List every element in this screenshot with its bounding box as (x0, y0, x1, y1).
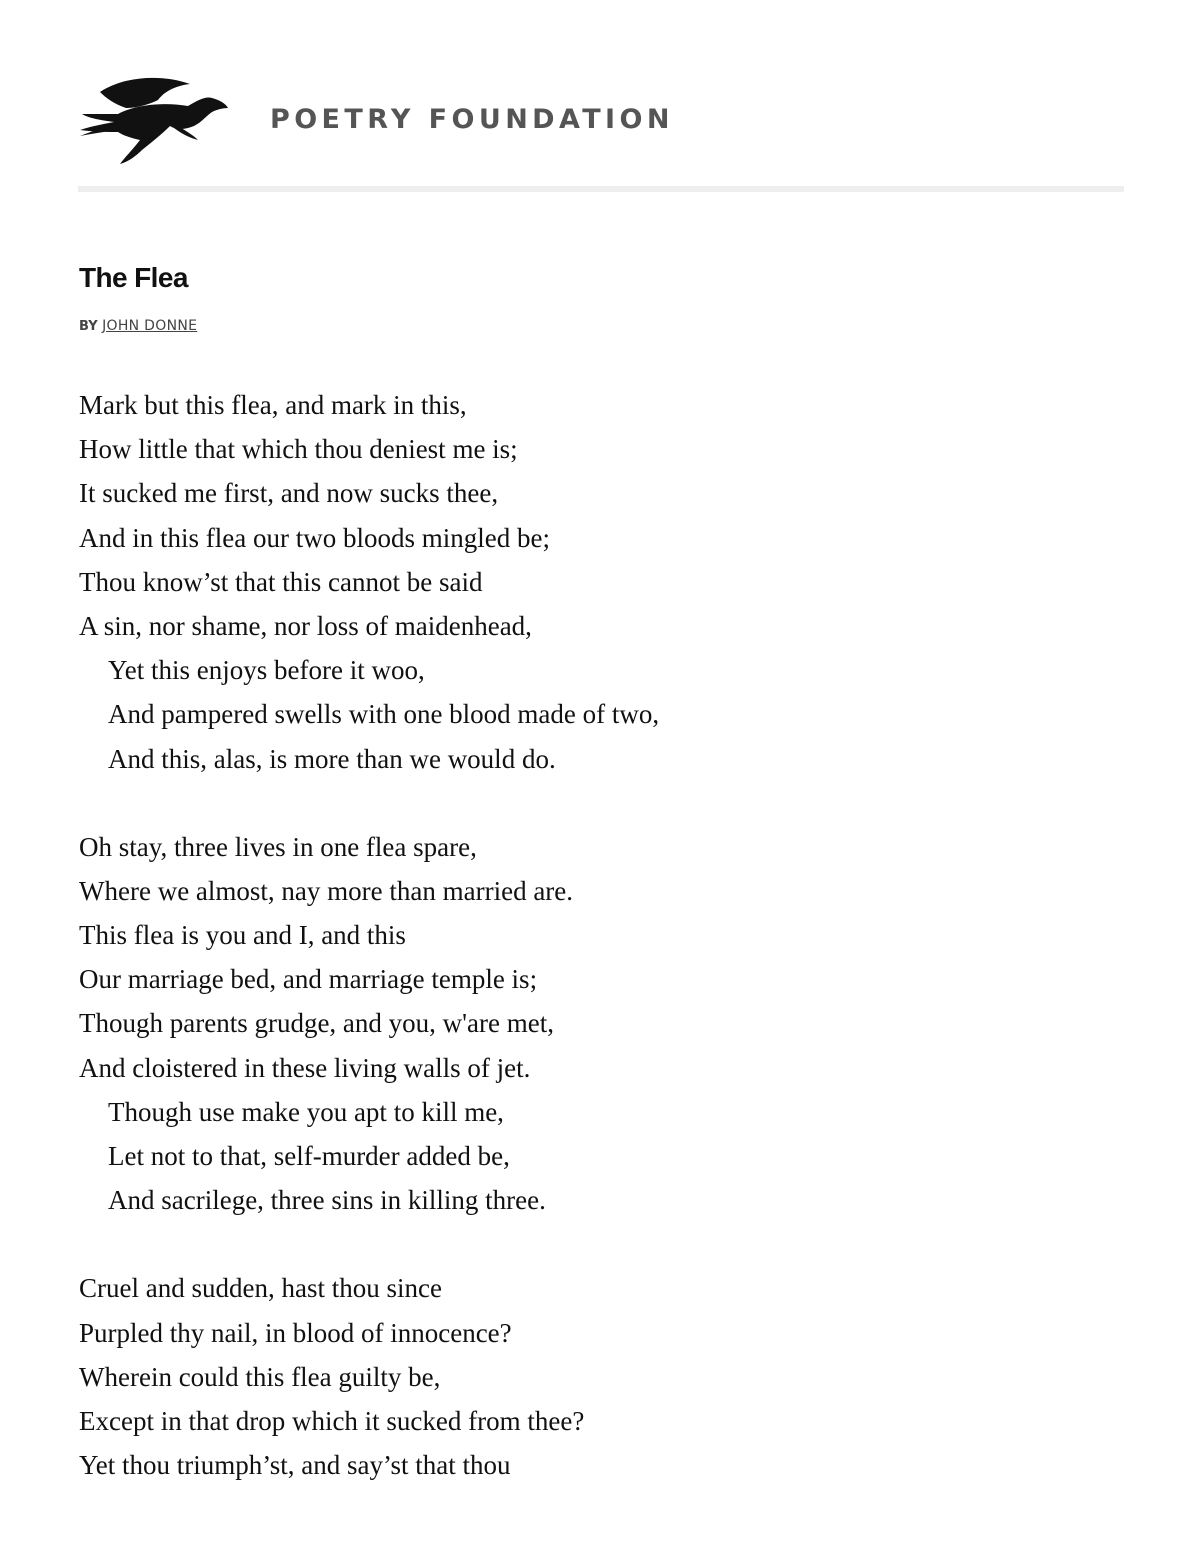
poem-line: And in this flea our two bloods mingled be; (79, 522, 550, 553)
poem-line: Purpled thy nail, in blood of innocence? (79, 1317, 512, 1348)
poem-line: And cloistered in these living walls of jet. (79, 1052, 531, 1083)
byline-prefix: BY (79, 319, 98, 334)
poem-line: Except in that drop which it sucked from thee? (79, 1405, 585, 1436)
poem-line: Where we almost, nay more than married are. (79, 875, 574, 906)
poem-title: The Flea (79, 262, 188, 293)
poem-line: Cruel and sudden, hast thou since (79, 1273, 442, 1304)
site-name[interactable]: POETRY FOUNDATION (270, 104, 674, 135)
poem-line: Wherein could this flea guilty be, (79, 1361, 441, 1392)
poem-line: Yet this enjoys before it woo, (108, 655, 425, 686)
poem-line: Oh stay, three lives in one flea spare, (79, 831, 477, 862)
site-header (78, 74, 1124, 170)
poem-line: Thou know’st that this cannot be said (79, 566, 483, 597)
poem-line: It sucked me first, and now sucks thee, (79, 478, 499, 509)
poem-line: A sin, nor shame, nor loss of maidenhead, (79, 610, 532, 641)
stanza (79, 1266, 1079, 1487)
stanza (79, 825, 1079, 1223)
byline (79, 318, 197, 334)
poem-line: Yet thou triumph’st, and say’st that thou (79, 1450, 511, 1481)
poem-line: And sacrilege, three sins in killing three. (108, 1185, 546, 1216)
poem-line: Mark but this flea, and mark in this, (79, 390, 467, 420)
poem-line: This flea is you and I, and this (79, 920, 406, 951)
stanza (79, 383, 1079, 781)
author-link[interactable]: JOHN DONNE (102, 318, 198, 334)
poem-line: How little that which thou deniest me is; (79, 434, 518, 465)
poem-line: Our marriage bed, and marriage temple is; (79, 964, 538, 995)
poem-body (79, 383, 1079, 1531)
poem-line: Let not to that, self-murder added be, (108, 1141, 510, 1171)
poem-line: Though parents grudge, and you, w'are met, (79, 1008, 554, 1039)
header-divider (78, 186, 1124, 192)
poem-line: And pampered swells with one blood made of two, (108, 699, 660, 730)
poem-line: And this, alas, is more than we would do. (108, 743, 556, 774)
pegasus-icon[interactable] (78, 74, 230, 166)
poem-line: Though use make you apt to kill me, (108, 1096, 504, 1127)
